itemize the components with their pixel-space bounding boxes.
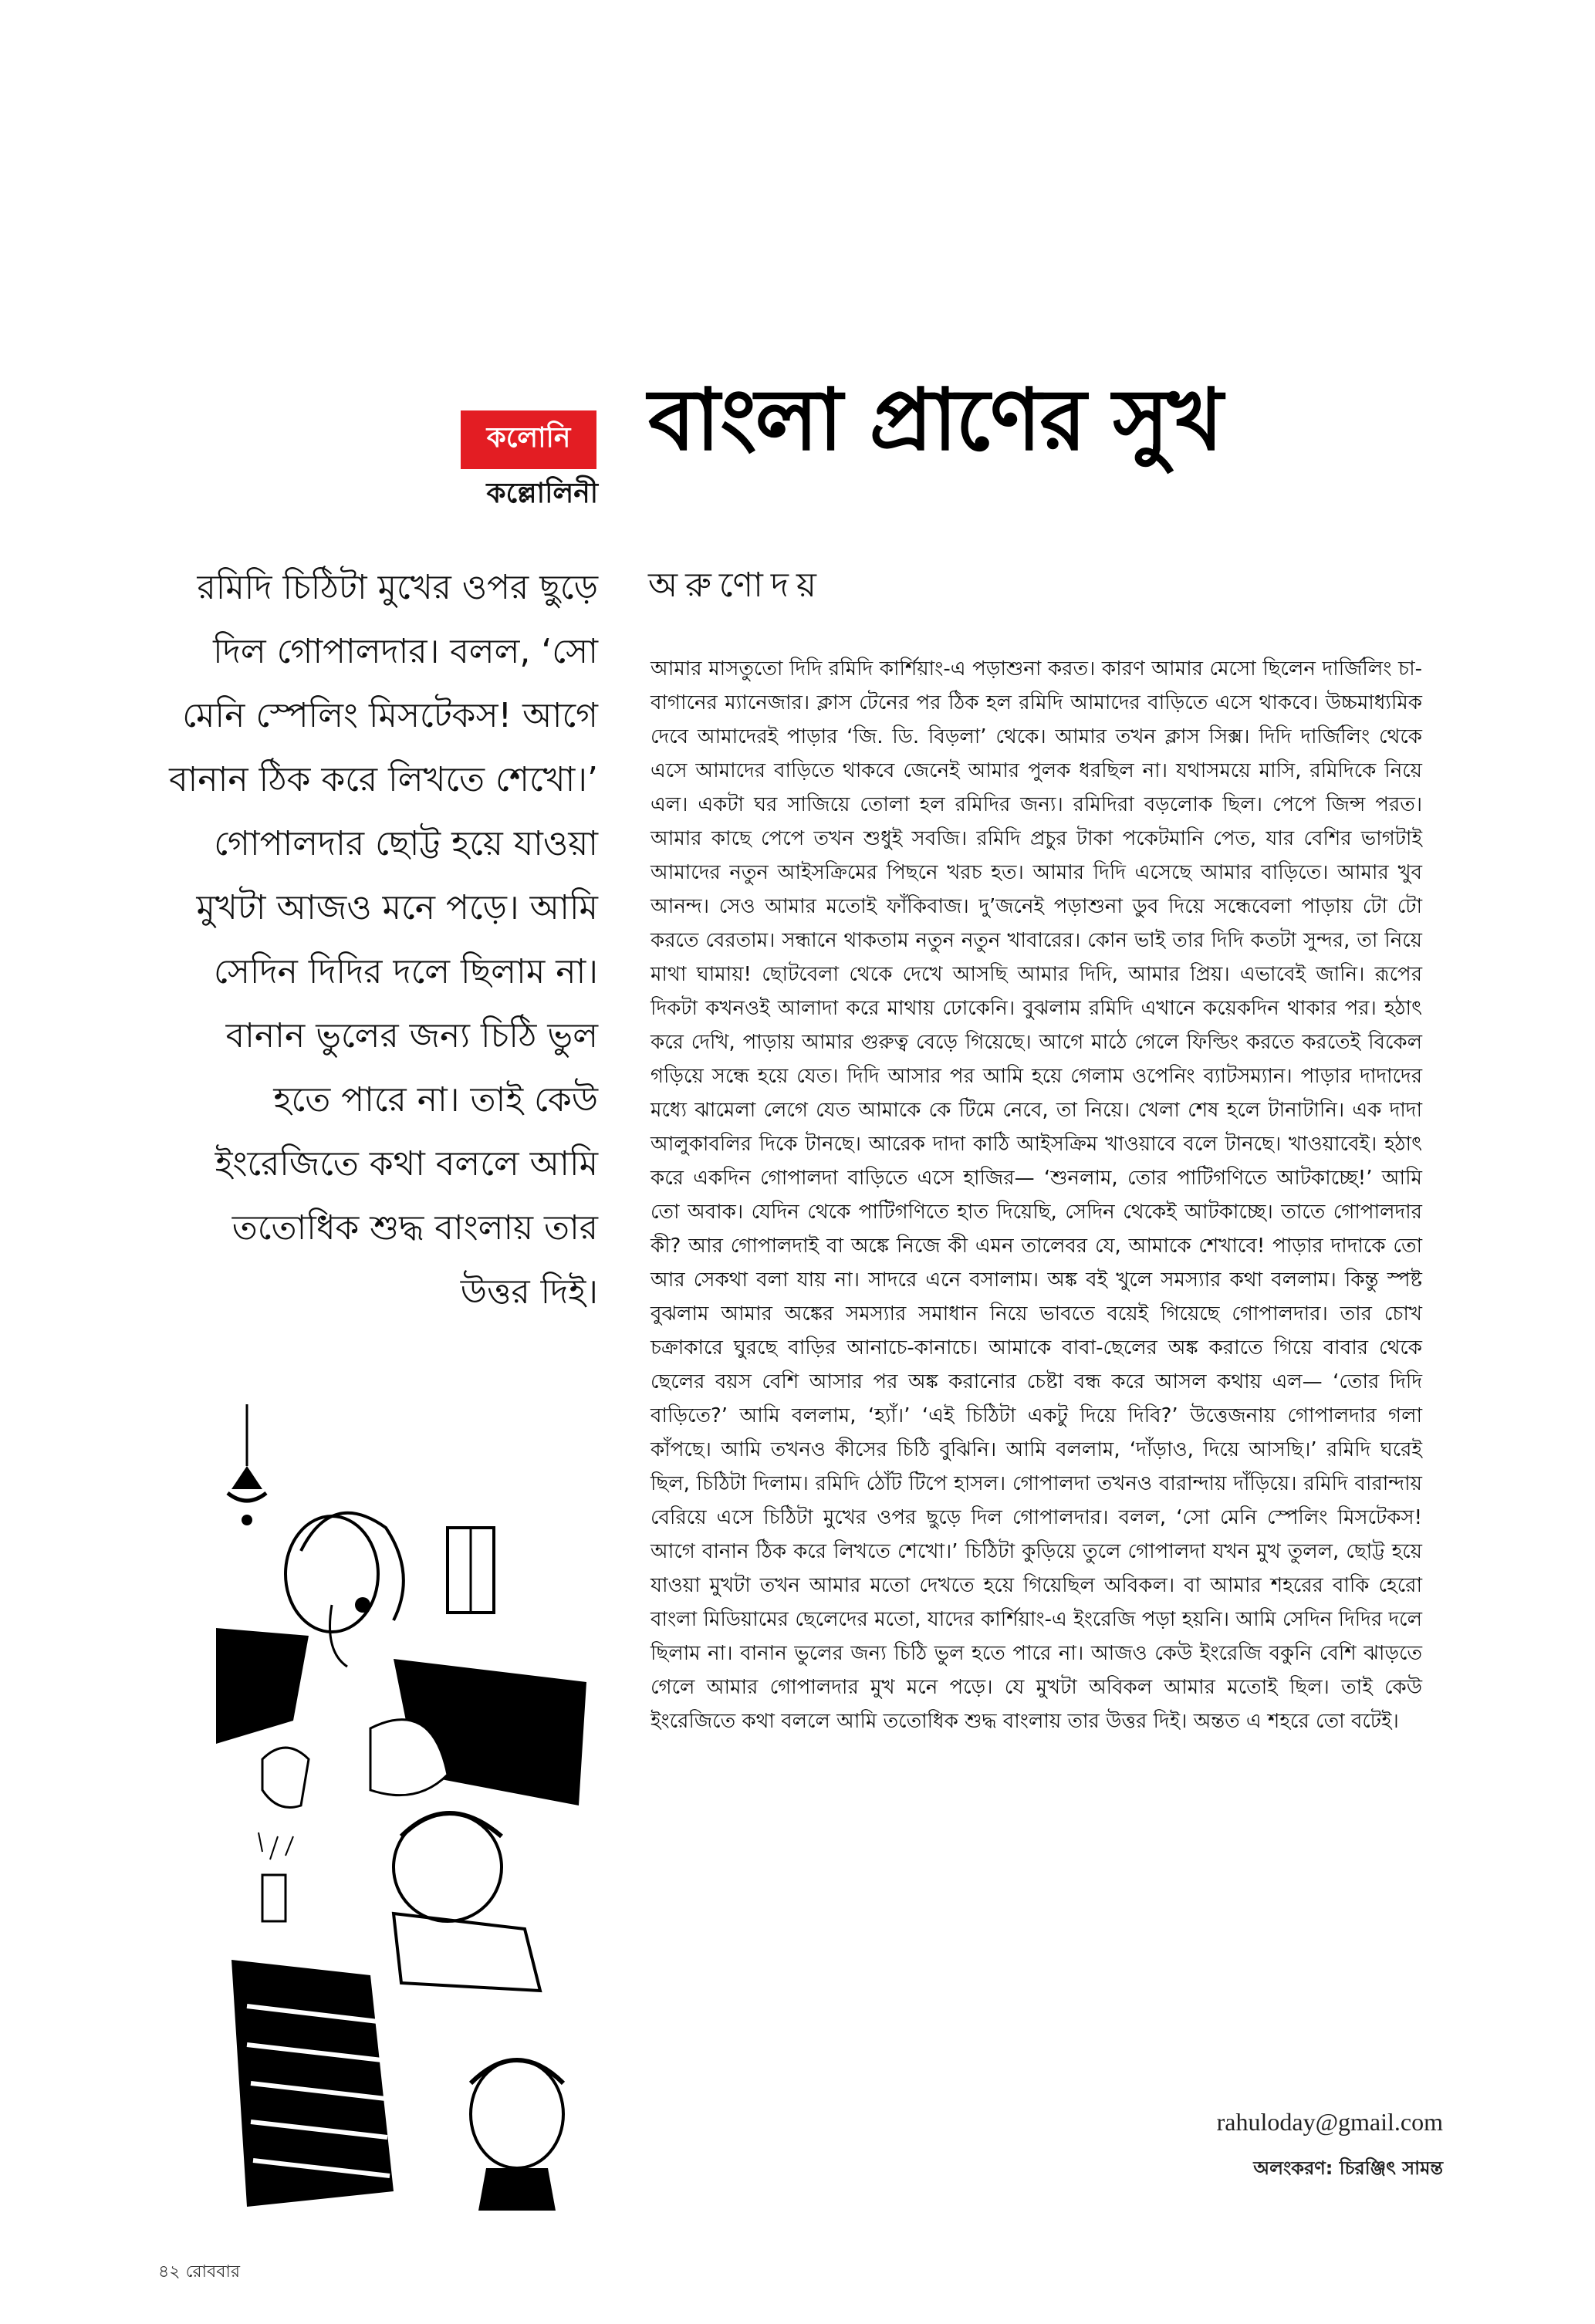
headline: বাংলা প্রাণের সুখ	[648, 370, 1222, 469]
page-folio: ৪২ রোববার	[158, 2262, 240, 2282]
article-body: আমার মাসতুতো দিদি রমিদি কার্শিয়াং-এ পড়াশুনা করত। কারণ আমার মেসো ছিলেন দার্জিলিং চা-বাগানের ম্যানেজার। ক্লাস টেনের পর ঠিক হল রমিদি আমাদের বাড়িতে এসে থাকবে। উচ্চমাধ্যমিক দেবে আমাদেরই পাড়ার ‘জি. ডি. বিড়লা’ থেকে। আমার তখন ক্লাস সিক্স। দিদি দার্জিলিং থেকে এসে আমাদের বাড়িতে থাকবে জেনেই আমার পুলক ধরছিল না। যথাসময়ে মাসি, রমিদিকে নিয়ে এল। একটা ঘর সাজিয়ে তোলা হল রমিদির জন্য। রমিদিরা বড়লোক ছিল। পেপে জিন্স পরত। আমার কাছে পেপে তখন শুধুই সবজি। রমিদি প্রচুর টাকা পকেটমানি পেত, যার বেশির ভাগটাই আমাদের নতুন আইসক্রিমের পিছনে খরচ হত। আমার দিদি এসেছে আমার বাড়িতে। আমার খুব আনন্দ। সেও আমার মতোই ফাঁকিবাজ। দু’জনেই পড়াশুনা ডুব দিয়ে সন্ধেবেলা পাড়ায় টো টো করতে বেরতাম। সন্ধানে থাকতাম নতুন নতুন খাবারের। কোন ভাই তার দিদি কতটা সুন্দর, তা নিয়ে মাথা ঘামায়! ছোটবেলা থেকে দেখে আসছি আমার দিদি, আমার প্রিয়। এভাবেই জানি। রূপের দিকটা কখনওই আলাদা করে মাথায় ঢোকেনি। বুঝলাম রমিদি এখানে কয়েকদিন থাকার পর। হঠাৎ করে দেখি, পাড়ায় আমার গুরুত্ব বেড়ে গিয়েছে। আগে মাঠে গেলে ফিল্ডিং করতে করতেই বিকেল গড়িয়ে সন্ধে হয়ে যেত। দিদি আসার পর আমি হয়ে গেলাম ওপেনিং ব্যাটসম্যান। পাড়ার দাদাদের মধ্যে ঝামেলা লেগে যেত আমাকে কে টিমে নেবে, তা নিয়ে। খেলা শেষ হলে টানাটানি। এক দাদা আলুকাবলির দিকে টানছে। আরেক দাদা কাঠি আইসক্রিম খাওয়াবে বলে টানছে। খাওয়াবেই। হঠাৎ করে একদিন গোপালদা বাড়িতে এসে হাজির— ‘শুনলাম, তোর পাটিগণিতে আটকাচ্ছে!’ আমি তো অবাক। যেদিন থেকে পাটিগণিতে হাত দিয়েছি, সেদিন থেকেই আটকাচ্ছে। তাতে গোপালদার কী? আর গোপালদাই বা অঙ্কে নিজে কী এমন তালেবর যে, আমাকে শেখাবে! পাড়ার দাদাকে তো আর সেকথা বলা যায় না। সাদরে এনে বসালাম। অঙ্ক বই খুলে সমস্যার কথা বললাম। কিন্তু স্পষ্ট বুঝলাম আমার অঙ্কের সমস্যার সমাধান নিয়ে ভাবতে বয়েই গিয়েছে গোপালদার। তার চোখ চক্রাকারে ঘুরছে বাড়ির আনাচে-কানাচে। আমাকে বাবা-ছেলের অঙ্ক করাতে গিয়ে বাবার থেকে ছেলের বয়স বেশি আসার পর অঙ্ক করানোর চেষ্টা বন্ধ করে আসল কথায় এল— ‘তোর দিদি বাড়িতে?’ আমি বললাম, ‘হ্যাঁ।’ ‘এই চিঠিটা একটু দিয়ে দিবি?’ উত্তেজনায় গোপালদার গলা কাঁপছে। আমি তখনও কীসের চিঠি বুঝিনি। আমি বললাম, ‘দাঁড়াও, দিয়ে আসছি।’ রমিদি ঘরেই ছিল, চিঠিটা দিলাম। রমিদি ঠোঁট টিপে হাসল। গোপালদা তখনও বারান্দায় দাঁড়িয়ে। রমিদি বারান্দায় বেরিয়ে এসে চিঠিটা মুখের ওপর ছুড়ে দিল গোপালদার। বলল, ‘সো মেনি স্পেলিং মিসটেকস! আগে বানান ঠিক করে লিখতে শেখো।’ চিঠিটা কুড়িয়ে তুলে গোপালদা যখন মুখ তুলল, ছোট্ট হয়ে যাওয়া মুখটা তখন আমার মতো দেখতে হয়ে গিয়েছিল অবিকল। বা আমার শহরের বাকি হেরো বাংলা মিডিয়ামের ছেলেদের মতো, যাদের কার্শিয়াং-এ ইংরেজি পড়া হয়নি। আমি সেদিন দিদির দলে ছিলাম না। বানান ভুলের জন্য চিঠি ভুল হতে পারে না। আজও কেউ ইংরেজি বকুনি বেশি ঝাড়তে গেলে আমার গোপালদার মুখ মনে পড়ে। যে মুখটা অবিকল আমার মতোই ছিল। তাই কেউ ইংরেজিতে কথা বললে আমি ততোধিক শুদ্ধ বাংলায় তার উত্তর দিই। অন্তত এ শহরে তো বটেই।	[651, 657, 1423, 1733]
line-art-illustration	[216, 1373, 586, 2214]
section-tag: কলোনি	[461, 410, 596, 469]
illustration-credit: অলংকরণ: চিরঞ্জিৎ সামন্ত	[1253, 2157, 1443, 2179]
author-byline: অরুণোদয়	[648, 566, 824, 605]
section-subtitle: কল্লোলিনী	[486, 478, 598, 509]
author-email: rahuloday@gmail.com	[1216, 2108, 1443, 2136]
pull-quote: রমিদি চিঠিটা মুখের ওপর ছুড়ে দিল গোপালদার। বলল, ‘সো মেনি স্পেলিং মিসটেকস! আগে বানান ঠিক করে লিখতে শেখো।’ গোপালদার ছোট্ট হয়ে যাওয়া মুখটা আজও মনে পড়ে। আমি সেদিন দিদির দলে ছিলাম না। বানান ভুলের জন্য চিঠি ভুল হতে পারে না। তাই কেউ ইংরেজিতে কথা বললে আমি ততোধিক শুদ্ধ বাংলায় তার উত্তর দিই।	[169, 568, 598, 1312]
